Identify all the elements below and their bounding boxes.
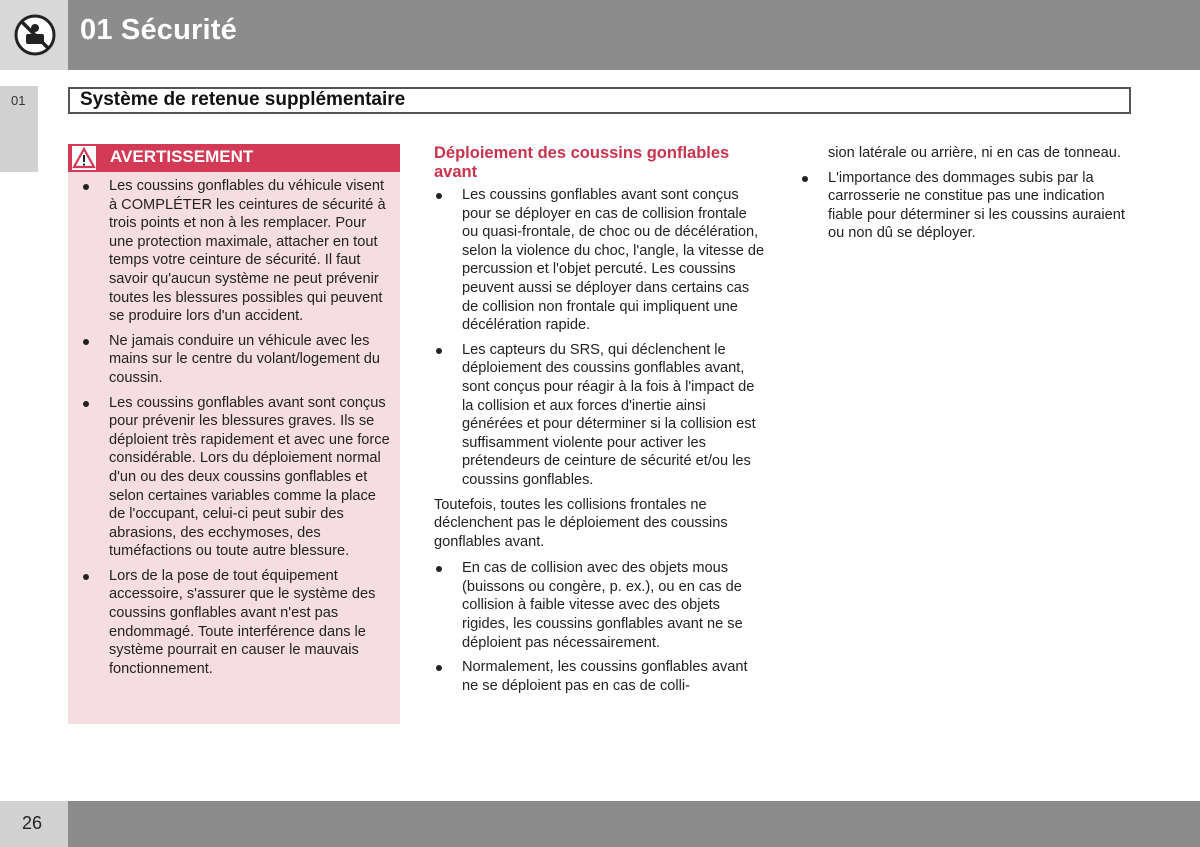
page-number: 26 — [22, 813, 43, 833]
side-tab-label: 01 — [11, 93, 26, 108]
no-child-seat-icon — [14, 14, 56, 56]
list-item — [434, 341, 766, 490]
list-item — [800, 169, 1130, 243]
warning-list — [81, 177, 391, 678]
list-item-text: Les coussins gonflables du véhicule visent à COMPLÉTER les ceintures de sécurité à trois points et non à les remplacer. Pour une protection maximale, attacher en tout temps votre ceinture de sécurité. Il faut savoir qu'aucun système ne peut prévenir toutes les blessures possibles qui peuvent se produire lors d'un accident. — [109, 178, 386, 325]
deployment-section — [434, 144, 766, 701]
bullet-icon — [436, 348, 442, 354]
warning-title: AVERTISSEMENT — [110, 147, 254, 166]
deployment-heading: Déploiement des coussins gonflables avant — [434, 144, 730, 181]
list-item — [434, 186, 766, 335]
list-item-text: Lors de la pose de tout équipement accessoire, s'assurer que le système des coussins gonflables avant n'est pas endommagé. Toute interférence dans le système pourrait en causer le mauvais fonctionnement. — [109, 567, 376, 677]
list-item-text: Les coussins gonflables avant sont conçus pour prévenir les blessures graves. Ils se déploient très rapidement et avec une force considérable. Lors du déploiement normal d'un ou des deux coussins gonflables et selon certaines variables comme la place de l'occupant, celui-ci peut subir des abrasions, des ecchymoses, des tuméfactions ou toute autre blessure. — [109, 394, 390, 560]
bullet-icon — [436, 193, 442, 199]
list-item-text: L'importance des dommages subis par la carrosserie ne constitue pas une indication fiable pour déterminer si les coussins auraient ou non dû se déployer. — [828, 169, 1125, 242]
list-item-text: Ne jamais conduire un véhicule avec les mains sur le centre du volant/logement du coussin. — [109, 332, 380, 386]
list-item — [434, 658, 766, 695]
list-item-text: Les coussins gonflables avant sont conçus pour se déployer en cas de collision frontale ou quasi-frontale, de choc ou de décélération, selon la violence du choc, l'angle, la vitesse de percussion et l'objet percuté. Les coussins peuvent aussi se déployer dans certains cas de collision non frontale qui impliquent une décélération rapide. — [462, 187, 765, 334]
bullet-icon — [436, 665, 442, 671]
bullet-icon — [83, 339, 89, 345]
warning-triangle-icon — [72, 146, 96, 170]
continuation-text: sion latérale ou arrière, ni en cas de tonneau. — [828, 145, 1121, 161]
list-item — [81, 394, 391, 561]
list-item — [81, 177, 391, 326]
chapter-title: 01 Sécurité — [80, 14, 237, 46]
warning-content — [81, 177, 391, 684]
bullet-icon — [83, 184, 89, 190]
bullet-icon — [802, 176, 808, 182]
list-item — [81, 567, 391, 679]
deployment-list-a — [434, 186, 766, 490]
list-item-text: Les capteurs du SRS, qui déclenchent le déploiement des coussins gonflables avant, sont conçus pour réagir à la fois à l'impact de la collision et aux forces d'inertie ainsi générées et pour déterminer si la collision est suffisamment violente pour activer les prétendeurs de ceinture de sécurité et/ou les coussins gonflables. — [462, 341, 756, 488]
deployment-paragraph: Toutefois, toutes les collisions frontales ne déclenchent pas le déploiement des coussins gonflables avant. — [434, 496, 728, 550]
bullet-icon — [83, 574, 89, 580]
list-item-text: Normalement, les coussins gonflables avant ne se déploient pas en cas de colli- — [462, 659, 748, 694]
list-item-text: En cas de collision avec des objets mous (buissons ou congère, p. ex.), ou en cas de collision à faible vitesse avec des objets rigides, les coussins gonflables avant ne se déploient pas nécessairement. — [462, 560, 743, 651]
footer-bar — [68, 801, 1200, 847]
deployment-list-b — [434, 559, 766, 695]
deployment-list-c — [800, 169, 1130, 243]
deployment-continuation — [800, 144, 1130, 249]
bullet-icon — [83, 401, 89, 407]
list-item — [81, 332, 391, 388]
chapter-icon — [0, 0, 68, 70]
list-item — [434, 559, 766, 652]
bullet-icon — [436, 566, 442, 572]
section-title: Système de retenue supplémentaire — [80, 89, 406, 110]
